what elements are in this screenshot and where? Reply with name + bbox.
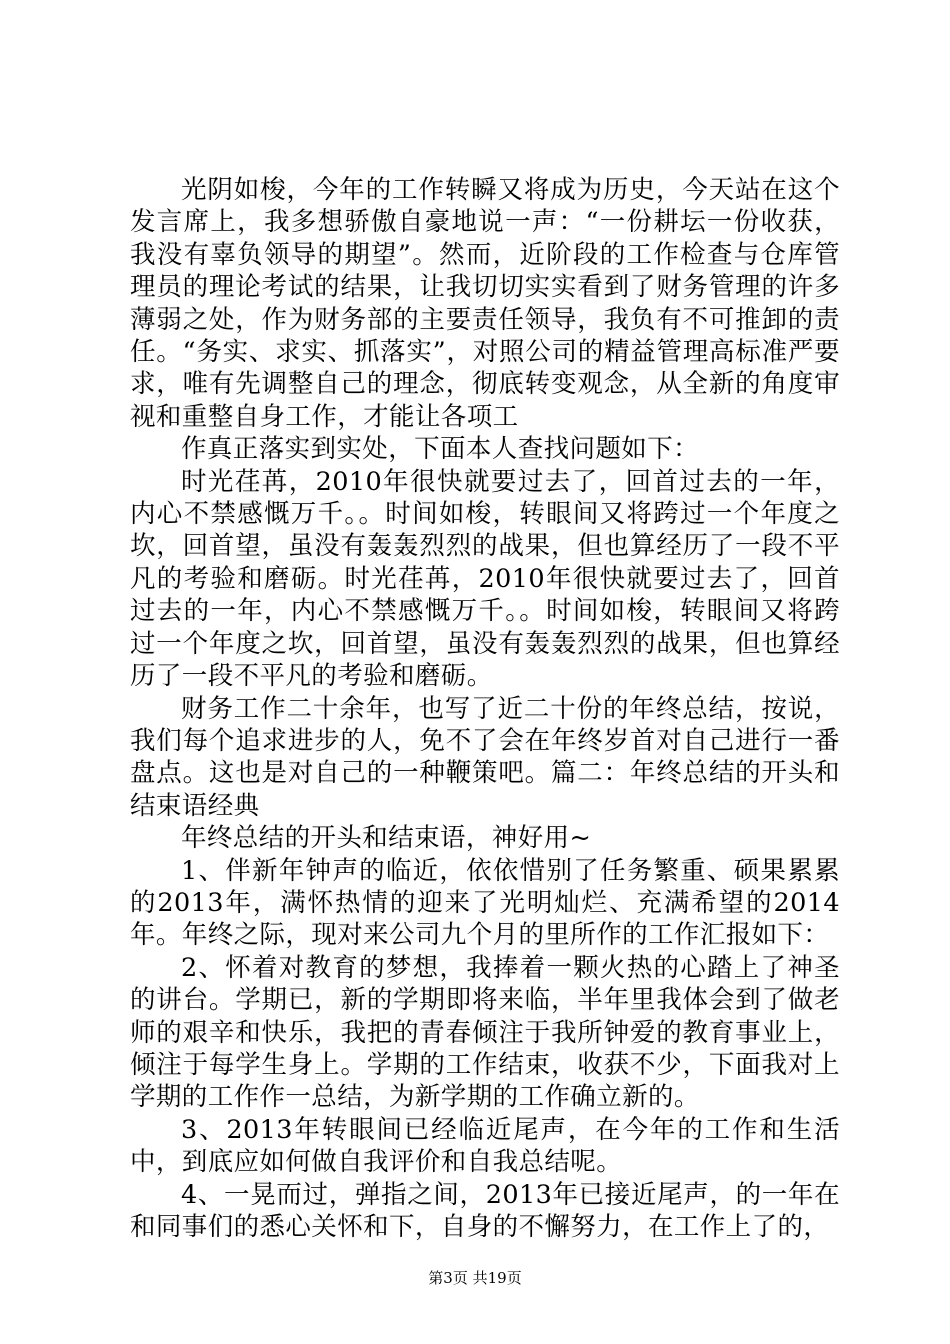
paragraph-9: 4、一晃而过，弹指之间，2013年已接近尾声，的一年在和同事们的悉心关怀和下，自身的不懈努力，在工作上了的， xyxy=(130,1179,840,1242)
paragraph-4: 财务工作二十余年，也写了近二十份的年终总结，按说，我们每个追求进步的人，免不了会在年终岁首对自己进行一番盘点。这也是对自己的一种鞭策吧。篇二：年终总结的开头和结束语经典 xyxy=(130,693,840,821)
paragraph-7: 2、怀着对教育的梦想，我捧着一颗火热的心踏上了神圣的讲台。学期已，新的学期即将来临，半年里我体会到了做老师的艰辛和快乐，我把的青春倾注于我所钟爱的教育事业上，倾注于每学生身上。学期的工作结束，收获不少，下面我对上学期的工作作一总结，为新学期的工作确立新的。 xyxy=(130,952,840,1113)
paragraph-1: 光阴如梭，今年的工作转瞬又将成为历史，今天站在这个发言席上，我多想骄傲自豪地说一声：“一份耕坛一份收获，我没有辜负领导的期望”。然而，近阶段的工作检查与仓库管理员的理论考试的结果，让我切切实实看到了财务管理的许多薄弱之处，作为财务部的主要责任领导，我负有不可推卸的责任。“务实、求实、抓落实”，对照公司的精益管理高标准严要求，唯有先调整自己的理念，彻底转变观念，从全新的角度审视和重整自身工作，才能让各项工 xyxy=(130,175,840,432)
paragraph-6: 1、伴新年钟声的临近，依依惜别了任务繁重、硕果累累的2013年，满怀热情的迎来了光明灿烂、充满希望的2014年。年终之际，现对来公司九个月的里所作的工作汇报如下： xyxy=(130,855,840,951)
page-number-footer: 第3页 共19页 xyxy=(428,1269,522,1287)
paragraph-3: 时光荏苒，2010年很快就要过去了，回首过去的一年，内心不禁感慨万千。。时间如梭，转眼间又将跨过一个年度之坎，回首望，虽没有轰轰烈烈的战果，但也算经历了一段不平凡的考验和磨砺。时光荏苒，2010年很快就要过去了，回首过去的一年，内心不禁感慨万千。。时间如梭，转眼间又将跨过一个年度之坎，回首望，虽没有轰轰烈烈的战果，但也算经历了一段不平凡的考验和磨砺。 xyxy=(130,466,840,692)
document-body xyxy=(130,174,840,1243)
paragraph-2: 作真正落实到实处，下面本人查找问题如下： xyxy=(181,434,700,465)
paragraph-5: 年终总结的开头和结束语，神好用~ xyxy=(181,823,592,854)
paragraph-8: 3、2013年转眼间已经临近尾声，在今年的工作和生活中，到底应如何做自我评价和自我总结呢。 xyxy=(130,1114,840,1178)
